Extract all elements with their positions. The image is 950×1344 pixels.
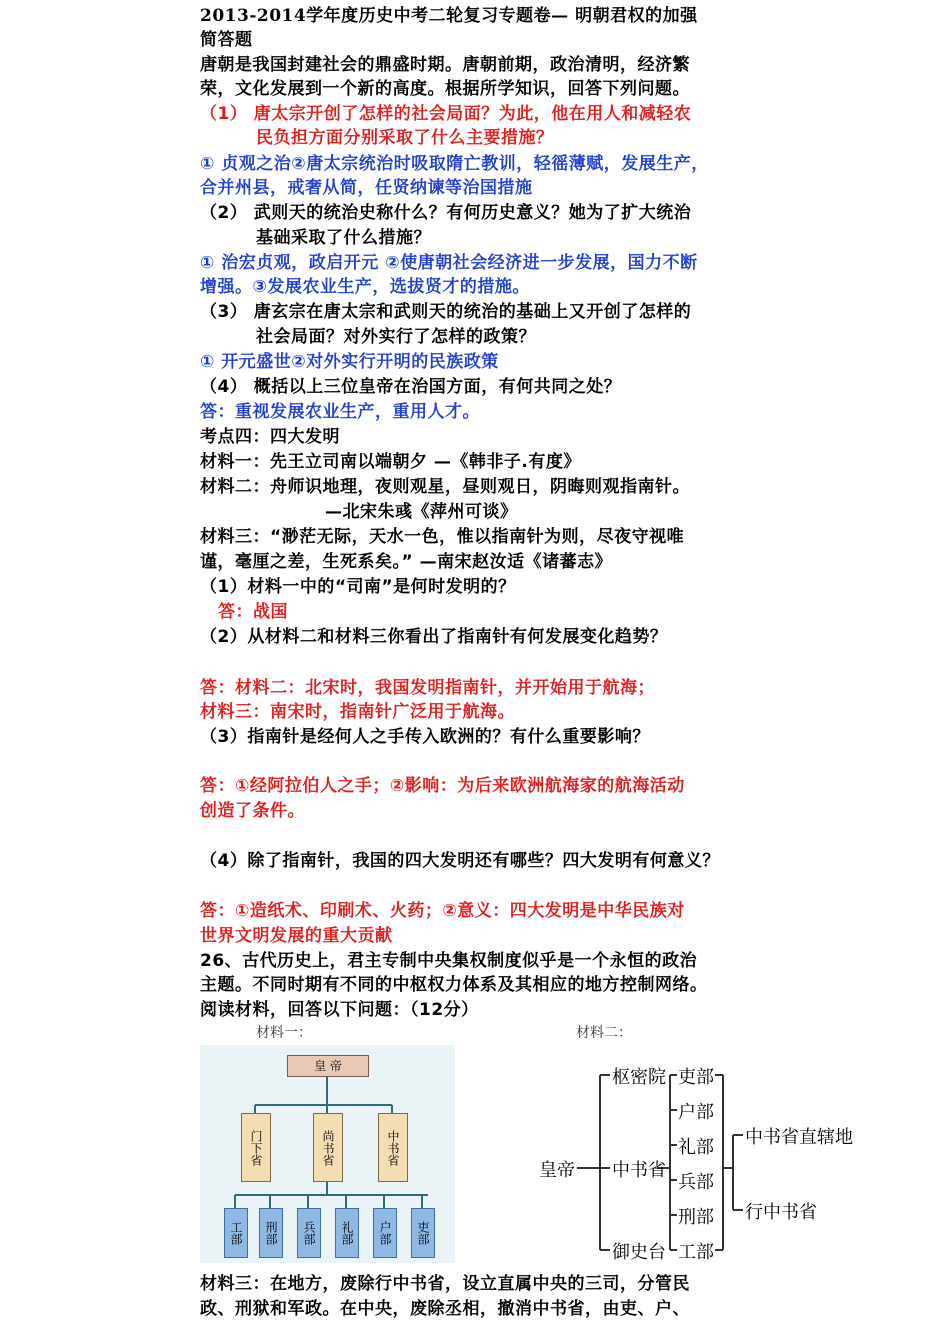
ministry-label: 兵部 xyxy=(678,1172,714,1193)
text-line: 谨，毫厘之差，生死系矣。” —南宋赵汝适《诸蕃志》 xyxy=(200,552,613,572)
text-line: （2）从材料二和材料三你看出了指南针有何发展变化趋势？ xyxy=(200,627,668,647)
ministry-box: 礼部 xyxy=(335,1208,359,1258)
ministry-label: 刑部 xyxy=(678,1207,714,1228)
province-box: 中书省 xyxy=(378,1113,408,1182)
text-line: ① 开元盛世②对外实行开明的民族政策 xyxy=(200,352,499,372)
province-box: 门下省 xyxy=(241,1113,271,1182)
text-line: 阅读材料，回答以下问题：（12分） xyxy=(200,1000,479,1020)
ministry-label: 工部 xyxy=(678,1242,714,1263)
text-line: 答：战国 xyxy=(218,602,288,622)
text-line: 简答题 xyxy=(200,30,253,50)
text-line: 答：重视发展农业生产，重用人才。 xyxy=(200,402,480,422)
ministry-box: 吏部 xyxy=(411,1208,435,1258)
ministry-label: 吏部 xyxy=(678,1067,714,1088)
material1-diagram xyxy=(200,1045,455,1263)
local-label: 行中书省 xyxy=(745,1202,817,1223)
text-line: 创造了条件。 xyxy=(200,801,305,821)
text-line: （3） 唐玄宗在唐太宗和武则天的统治的基础上又开创了怎样的 xyxy=(200,302,692,322)
material2-diagram xyxy=(535,1050,855,1265)
text-line: 答：材料二：北宋时，我国发明指南针，并开始用于航海； xyxy=(200,678,655,698)
text-line: （4） 概括以上三位皇帝在治国方面，有何共同之处？ xyxy=(200,377,622,397)
ministry-box: 工部 xyxy=(224,1208,248,1258)
local-label: 中书省直辖地 xyxy=(745,1127,853,1148)
ministry-label: 户部 xyxy=(678,1102,714,1123)
text-line: （1） 唐太宗开创了怎样的社会局面？为此，他在用人和减轻农 xyxy=(200,104,692,124)
ministry-label: 礼部 xyxy=(678,1137,714,1158)
ministry-box: 户部 xyxy=(373,1208,397,1258)
text-line: 材料二：舟师识地理，夜则观星，昼则观日，阴晦则观指南针。 xyxy=(200,477,690,497)
text-line: ① 治宏贞观，政启开元 ②使唐朝社会经济进一步发展，国力不断 xyxy=(200,253,698,273)
text-line: 荣，文化发展到一个新的高度。根据所学知识，回答下列问题。 xyxy=(200,79,690,99)
center-label: 枢密院 xyxy=(612,1067,666,1088)
text-line: （3）指南针是经何人之手传入欧洲的？有什么重要影响？ xyxy=(200,727,650,747)
text-line: 2013-2014学年度历史中考二轮复习专题卷— 明朝君权的加强 xyxy=(200,6,698,26)
ministry-box: 兵部 xyxy=(297,1208,321,1258)
text-line: 增强。③发展农业生产，选拔贤才的措施。 xyxy=(200,277,530,297)
text-line: 合并州县，戒奢从简，任贤纳谏等治国措施 xyxy=(200,178,533,198)
text-line: 世界文明发展的重大贡献 xyxy=(200,926,393,946)
text-line: 26、古代历史上，君主专制中央集权制度似乎是一个永恒的政治 xyxy=(200,951,698,971)
text-line: 社会局面？对外实行了怎样的政策？ xyxy=(256,327,536,347)
text-line: （2） 武则天的统治史称什么？有何历史意义？她为了扩大统治 xyxy=(200,203,692,223)
province-box: 尚书省 xyxy=(313,1113,343,1182)
center-label: 御史台 xyxy=(612,1242,666,1263)
text-line: 政、刑狱和军政。在中央，废除丞相，撤消中书省，由吏、户、 xyxy=(200,1299,690,1319)
text-line: 考点四：四大发明 xyxy=(200,427,340,447)
text-line: 答：①造纸术、印刷术、火药；②意义：四大发明是中华民族对 xyxy=(200,901,685,921)
emperor-box: 皇 帝 xyxy=(287,1055,369,1077)
text-line: 材料三：“渺茫无际，天水一色，惟以指南针为则，尽夜守视唯 xyxy=(200,527,685,547)
text-line: 基础采取了什么措施？ xyxy=(256,228,431,248)
text-line: 唐朝是我国封建社会的鼎盛时期。唐朝前期，政治清明，经济繁 xyxy=(200,55,690,75)
text-line: 民负担方面分别采取了什么主要措施？ xyxy=(256,128,554,148)
material2-caption: 材料二： xyxy=(576,1025,632,1041)
emperor-label: 皇帝 xyxy=(539,1160,575,1181)
text-line: —北宋朱彧《萍州可谈》 xyxy=(325,502,518,522)
ministry-box: 刑部 xyxy=(259,1208,283,1258)
material1-caption: 材料一： xyxy=(256,1025,312,1041)
text-line: 材料三：在地方，废除行中书省，设立直属中央的三司，分管民 xyxy=(200,1274,690,1294)
text-line: 材料一：先王立司南以端朝夕 —《韩非子.有度》 xyxy=(200,452,581,472)
text-line: 主题。不同时期有不同的中枢权力体系及其相应的地方控制网络。 xyxy=(200,975,708,995)
text-line: 答：①经阿拉伯人之手；②影响：为后来欧洲航海家的航海活动 xyxy=(200,776,685,796)
center-label: 中书省 xyxy=(612,1160,666,1181)
text-line: （1）材料一中的“司南”是何时发明的？ xyxy=(200,577,516,597)
text-line: 材料三：南宋时，指南针广泛用于航海。 xyxy=(200,702,515,722)
text-line: ① 贞观之治②唐太宗统治时吸取隋亡教训，轻徭薄赋，发展生产， xyxy=(200,154,709,174)
text-line: （4）除了指南针，我国的四大发明还有哪些？四大发明有何意义？ xyxy=(200,851,720,871)
